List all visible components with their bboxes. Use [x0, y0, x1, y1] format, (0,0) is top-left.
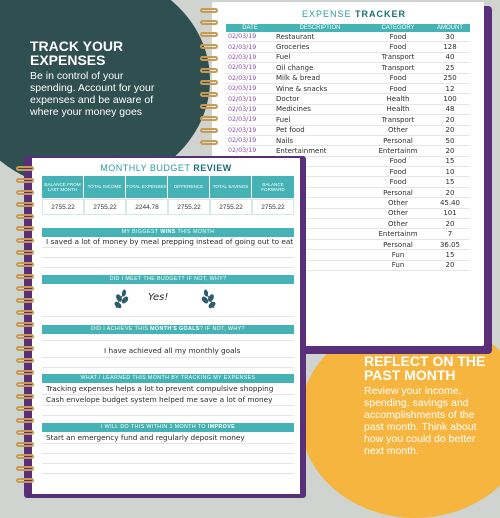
writing-line [42, 267, 294, 268]
spiral-ring [200, 20, 218, 25]
expense-amt-cell: 20 [430, 187, 470, 197]
section-header-improve: I WILL DO THIS WITHIN 1 MONTH TO IMPROVE [42, 423, 294, 432]
summary-value: 2244.78 [126, 199, 168, 215]
callout-title-line1: TRACK YOUR [30, 38, 124, 54]
expense-desc-cell: Groceries [274, 42, 366, 52]
summary-header: TOTAL EXPENSES [126, 176, 167, 198]
spiral-ring [16, 214, 34, 219]
expense-date-cell: 02/03/19 [226, 115, 274, 125]
spiral-ring [16, 442, 34, 447]
expense-cat-cell: Other [366, 208, 430, 218]
expense-row [226, 52, 470, 62]
expense-amt-cell: 30 [430, 32, 470, 42]
spiral-ring [200, 116, 218, 121]
expense-row [226, 32, 470, 42]
callout-body-line: spending, savings and [364, 397, 469, 409]
writing-line [42, 357, 294, 358]
expense-amt-cell: 7 [430, 229, 470, 239]
expense-cat-cell: Food [366, 167, 430, 177]
expense-desc-cell: Fuel [274, 52, 366, 62]
section-header-learned: WHAT I LEARNED THIS MONTH BY TRACKING MY EXPENSES [42, 374, 294, 383]
expense-amt-cell: 20 [430, 146, 470, 156]
expense-desc-cell: Doctor [274, 94, 366, 104]
expense-date-cell: 02/03/19 [226, 42, 274, 52]
section-header-wins: MY BIGGEST WINS THIS MONTH [42, 228, 294, 237]
expense-cat-cell: Other [366, 125, 430, 135]
goals-entry: I have achieved all my monthly goals [104, 346, 241, 355]
writing-line [42, 453, 294, 454]
expense-amt-cell: 40 [430, 52, 470, 62]
section-header-budget-met: DID I MEET THE BUDGET? IF NOT, WHY? [42, 275, 294, 284]
callout-body-line: how you could do better [364, 433, 476, 445]
expense-amt-cell: 45.40 [430, 198, 470, 208]
spiral-ring [200, 80, 218, 85]
expense-cat-cell: Other [366, 198, 430, 208]
expense-cat-cell: Transport [366, 63, 430, 73]
section-header-goals: DID I ACHIEVE THIS MONTH'S GOALS? IF NOT, WHY? [42, 325, 294, 334]
writing-line [42, 415, 294, 416]
column-header-description: DESCRIPTION [274, 24, 366, 32]
expense-row [226, 63, 470, 73]
budget-review-title: MONTHLY BUDGET REVIEW [100, 163, 232, 173]
expense-row [226, 135, 470, 145]
summary-header: BALANCE FORWARD [252, 176, 294, 198]
expense-row [226, 146, 470, 156]
spiral-ring [16, 238, 34, 243]
callout-body-line: expenses and be aware of [30, 94, 154, 106]
callout-body-line: past month. Think about [364, 421, 477, 433]
expense-cat-cell: Food [366, 156, 430, 166]
summary-header: TOTAL SAVINGS [210, 176, 251, 198]
expense-date-cell: 02/03/19 [226, 63, 274, 73]
expense-desc-cell: Fuel [274, 115, 366, 125]
column-header-category: CATEGORY [366, 24, 430, 32]
spiral-ring [200, 56, 218, 61]
expense-amt-cell: 15 [430, 177, 470, 187]
spiral-ring [16, 382, 34, 387]
spiral-ring [200, 32, 218, 37]
spiral-ring [16, 310, 34, 315]
expense-date-cell: 02/03/19 [226, 52, 274, 62]
spiral-ring [200, 140, 218, 145]
spiral-ring [200, 68, 218, 73]
leaf-doodle-icon [110, 288, 230, 312]
spiral-ring [16, 286, 34, 291]
expense-cat-cell: Fun [366, 260, 430, 270]
expense-date-cell: 02/03/19 [226, 125, 274, 135]
expense-cat-cell: Transport [366, 115, 430, 125]
spiral-ring [16, 418, 34, 423]
expense-cat-cell: Personal [366, 239, 430, 249]
writing-line [42, 394, 294, 395]
spiral-ring [16, 406, 34, 411]
spiral-ring [200, 8, 218, 13]
expense-amt-cell: 20 [430, 115, 470, 125]
expense-desc-cell: Medicines [274, 104, 366, 114]
expense-date-cell: 02/03/19 [226, 94, 274, 104]
wins-entry: I saved a lot of money by meal prepping instead of going out to eat [46, 237, 294, 246]
expense-cat-cell: Food [366, 42, 430, 52]
summary-header: TOTAL INCOME [84, 176, 125, 198]
expense-row [226, 73, 470, 83]
spiral-ring [16, 466, 34, 471]
expense-row [226, 83, 470, 93]
spiral-ring [16, 250, 34, 255]
expense-date-cell: 02/03/19 [226, 104, 274, 114]
spiral-ring [16, 262, 34, 267]
expense-desc-cell: Oil change [274, 63, 366, 73]
expense-row [226, 104, 470, 114]
expense-cat-cell: Personal [366, 187, 430, 197]
expense-cat-cell: Entertainm [366, 146, 430, 156]
writing-line [42, 367, 294, 368]
callout-body-line: Review your income, [364, 385, 462, 397]
spiral-ring [16, 274, 34, 279]
spiral-ring [200, 104, 218, 109]
spiral-ring [16, 346, 34, 351]
summary-value: 2755.22 [210, 199, 252, 215]
expense-amt-cell: 15 [430, 156, 470, 166]
expense-amt-cell: 10 [430, 167, 470, 177]
spiral-ring [16, 202, 34, 207]
expense-amt-cell: 12 [430, 83, 470, 93]
callout-body-line: spending. Account for your [30, 82, 155, 94]
spiral-ring [16, 322, 34, 327]
column-header-date: DATE [226, 24, 274, 32]
expense-amt-cell: 48 [430, 104, 470, 114]
spiral-ring [16, 298, 34, 303]
summary-value: 2755.22 [42, 199, 84, 215]
expense-row [226, 115, 470, 125]
expense-amt-cell: 25 [430, 63, 470, 73]
expense-date-cell: 02/03/19 [226, 146, 274, 156]
summary-header: DIFFERENCE [168, 176, 209, 198]
expense-desc-cell: Entertainment [274, 146, 366, 156]
expense-cat-cell: Transport [366, 52, 430, 62]
spiral-ring [200, 44, 218, 49]
expense-cat-cell: Health [366, 94, 430, 104]
expense-desc-cell: Restaurant [274, 32, 366, 42]
expense-date-cell: 02/03/19 [226, 135, 274, 145]
callout-title-line2: EXPENSES [30, 52, 106, 68]
expense-amt-cell: 15 [430, 250, 470, 260]
spiral-ring [16, 190, 34, 195]
expense-row [226, 94, 470, 104]
spiral-ring [16, 478, 34, 483]
expense-date-cell: 02/03/19 [226, 32, 274, 42]
expense-desc-cell: Wine & snacks [274, 83, 366, 93]
spiral-ring [16, 334, 34, 339]
expense-cat-cell: Other [366, 219, 430, 229]
summary-value: 2755.22 [84, 199, 126, 215]
expense-row [226, 42, 470, 52]
writing-line [42, 340, 294, 341]
summary-header: BALANCE FROM LAST MONTH [42, 176, 83, 198]
expense-cat-cell: Food [366, 83, 430, 93]
column-header-amount: AMOUNT [430, 24, 470, 32]
improve-entry: Start an emergency fund and regularly deposit money [46, 433, 245, 442]
writing-line [42, 405, 294, 406]
expense-amt-cell: 101 [430, 208, 470, 218]
expense-row [226, 125, 470, 135]
spiral-ring [16, 370, 34, 375]
writing-line [42, 257, 294, 258]
expense-amt-cell: 36.05 [430, 239, 470, 249]
spiral-ring [16, 394, 34, 399]
expense-tracker-title: EXPENSE TRACKER [301, 9, 407, 19]
expense-cat-cell: Food [366, 177, 430, 187]
expense-amt-cell: 20 [430, 219, 470, 229]
learned-entry: Tracking expenses helps a lot to prevent compulsive shopping [46, 384, 274, 393]
expense-desc-cell: Pet food [274, 125, 366, 135]
callout-title-line1: REFLECT ON THE [364, 353, 486, 369]
callout-body-line: Be in control of your [30, 70, 124, 82]
expense-date-cell: 02/03/19 [226, 73, 274, 83]
learned-entry: Cash envelope budget system helped me save a lot of money [46, 395, 273, 404]
callout-body-line: accomplishments of the [364, 409, 475, 421]
expense-cat-cell: Food [366, 32, 430, 42]
spiral-ring [16, 178, 34, 183]
callout-title-line2: PAST MONTH [364, 367, 456, 383]
expense-amt-cell: 100 [430, 94, 470, 104]
expense-cat-cell: Fun [366, 250, 430, 260]
expense-cat-cell: Personal [366, 135, 430, 145]
expense-table-header [226, 24, 470, 32]
writing-line [42, 247, 294, 248]
writing-line [42, 473, 294, 474]
expense-amt-cell: 20 [430, 260, 470, 270]
writing-line [42, 316, 294, 317]
spiral-ring [200, 128, 218, 133]
spiral-ring [16, 430, 34, 435]
spiral-ring [200, 92, 218, 97]
expense-amt-cell: 250 [430, 73, 470, 83]
spiral-ring [16, 226, 34, 231]
spiral-ring [16, 454, 34, 459]
writing-line [42, 443, 294, 444]
expense-date-cell: 02/03/19 [226, 83, 274, 93]
callout-body-line: next month. [364, 445, 419, 457]
summary-value: 2755.22 [168, 199, 210, 215]
expense-cat-cell: Entertainm [366, 229, 430, 239]
callout-body-line: where your money goes [30, 106, 143, 118]
expense-cat-cell: Health [366, 104, 430, 114]
summary-value: 2755.22 [252, 199, 294, 215]
expense-cat-cell: Food [366, 73, 430, 83]
expense-amt-cell: 128 [430, 42, 470, 52]
expense-amt-cell: 20 [430, 125, 470, 135]
writing-line [42, 463, 294, 464]
spiral-ring [16, 358, 34, 363]
expense-desc-cell: Milk & bread [274, 73, 366, 83]
expense-desc-cell: Nails [274, 135, 366, 145]
expense-amt-cell: 50 [430, 135, 470, 145]
budget-met-entry: Yes! [148, 292, 169, 303]
